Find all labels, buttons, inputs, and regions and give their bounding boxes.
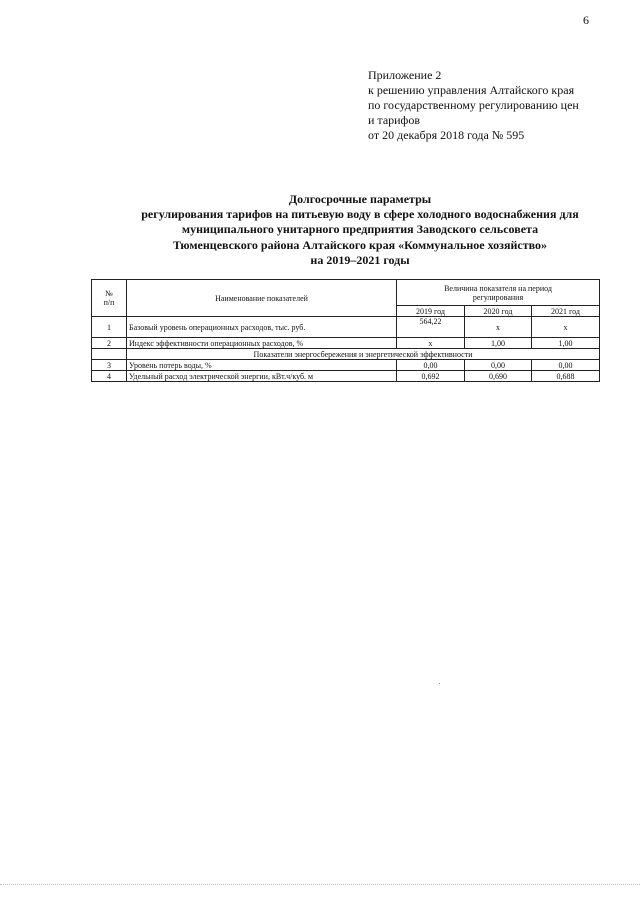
appendix-block xyxy=(368,68,618,143)
row-value: 0,00 xyxy=(465,360,532,371)
row-name: Индекс эффективности операционных расходов, % xyxy=(127,338,397,349)
section-row xyxy=(92,349,600,360)
row-name: Удельный расход электрической энергии, кВт.ч/куб. м xyxy=(127,371,397,382)
row-value: 0,688 xyxy=(532,371,600,382)
row-value: 564,22 xyxy=(397,317,465,338)
row-name: Базовый уровень операционных расходов, тыс. руб. xyxy=(127,317,397,338)
parameters-table xyxy=(91,279,600,382)
header-year: 2021 год xyxy=(532,306,600,317)
title-line: Тюменцевского района Алтайского края «Коммунальное хозяйство» xyxy=(172,237,548,252)
appendix-line: от 20 декабря 2018 года № 595 xyxy=(368,128,525,142)
header-num: № п/п xyxy=(92,280,127,317)
row-value: х xyxy=(465,317,532,338)
title-line: Долгосрочные параметры xyxy=(288,192,432,206)
header-year: 2019 год xyxy=(397,306,465,317)
scan-speck xyxy=(439,683,440,684)
header-year: 2020 год xyxy=(465,306,532,317)
row-num: 2 xyxy=(92,338,127,349)
row-num: 3 xyxy=(92,360,127,371)
document-title xyxy=(80,192,640,268)
table-row xyxy=(92,338,600,349)
row-value: 0,00 xyxy=(532,360,600,371)
title-line: на 2019–2021 годы xyxy=(310,252,410,267)
row-value: 0,692 xyxy=(397,371,465,382)
section-title: Показатели энергосбережения и энергетической эффективности xyxy=(127,349,600,360)
page-number: 6 xyxy=(583,13,589,27)
row-value: х xyxy=(532,317,600,338)
appendix-line: и тарифов xyxy=(368,113,421,127)
table-row xyxy=(92,360,600,371)
table-header-row xyxy=(92,280,600,306)
scan-edge-line xyxy=(0,884,640,885)
appendix-line: по государственному регулированию цен xyxy=(368,98,579,112)
section-empty-cell xyxy=(92,349,127,360)
header-name: Наименование показателей xyxy=(127,280,397,317)
row-value: 1,00 xyxy=(532,338,600,349)
appendix-line: Приложение 2 xyxy=(368,68,442,82)
row-value: 1,00 xyxy=(465,338,532,349)
table-row xyxy=(92,371,600,382)
row-value: 0,00 xyxy=(397,360,465,371)
appendix-line: к решению управления Алтайского края xyxy=(368,83,575,97)
header-period: Величина показателя на период регулирования xyxy=(397,280,600,306)
row-value: х xyxy=(397,338,465,349)
row-name: Уровень потерь воды, % xyxy=(127,360,397,371)
title-line: муниципального унитарного предприятия Заводского сельсовета xyxy=(181,222,539,237)
title-line: регулирования тарифов на питьевую воду в сфере холодного водоснабжения для xyxy=(141,207,579,222)
row-num: 1 xyxy=(92,317,127,338)
table-row xyxy=(92,317,600,338)
row-value: 0,690 xyxy=(465,371,532,382)
row-num: 4 xyxy=(92,371,127,382)
